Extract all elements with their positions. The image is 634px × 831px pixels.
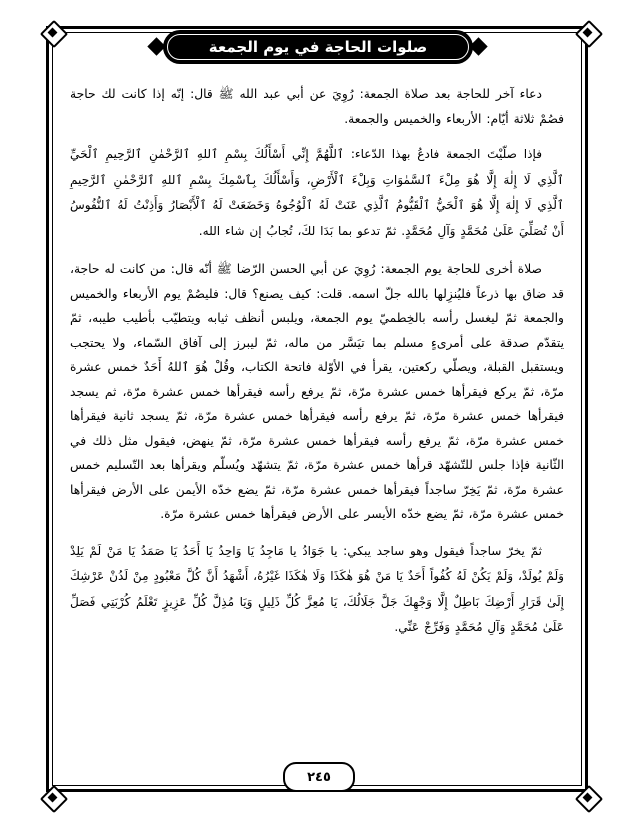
- page-body: [70, 82, 564, 742]
- body-paragraph-1: دعاء آخر للحاجة بعد صلاة الجمعة: رُوِيَ عن أبي عبد الله ﷺ قال: إنّه إذا كانت لك حاجة فصُمْ ثلاثة أيّام: الأربعاء والخميس والجمعة.: [70, 87, 564, 126]
- corner-ornament-bottom-left: [40, 785, 66, 811]
- page-number: ٢٤٥: [307, 769, 331, 785]
- body-paragraph-2: فإذا صلّيْتَ الجمعة فادعُ بهذا الدّعاء: ٱللَّهُمَّ إِنِّي أَسْأَلُكَ بِسْمِ ٱللهِ ٱلرَّحْمٰنِ ٱلرَّحِيمِ ٱلْحَيِّ ٱلَّذِي لَا إِلٰهَ إِلَّا هُوَ مِلْءَ ٱلسَّمٰوَاتِ وَبِلْءَ ٱلْأَرْضِ، وَأَسْأَلُكَ بِٱسْمِكَ بِسْمِ ٱللهِ ٱلرَّحْمٰنِ ٱلرَّحِيمِ ٱلَّذِي لَا إِلٰهَ إِلَّا هُوَ ٱلْحَيُّ ٱلْقَيُّومُ ٱلَّذِي عَنَتْ لَهُ ٱلْوُجُوهُ وَخَضَعَتْ لَهُ ٱلْأَبْصَارُ وَأَذِنْتُ لَهُ ٱلنُّفُوسُ أَنْ تُصَلِّيَ عَلَىٰ مُحَمَّدٍ وَآلِ مُحَمَّدٍ. ثمّ تدعو بما بَدَا لكَ، تُجابُ إن شاء الله.: [70, 147, 564, 238]
- page-title: صلوات الحاجة في يوم الجمعة: [208, 38, 428, 56]
- corner-ornament-top-left: [40, 20, 66, 46]
- body-paragraph-4: ثمّ يخرّ ساجداً فيقول وهو ساجد يبكي: يا جَوَادُ يا مَاجِدُ يَا وَاحِدُ يَا أَحَدُ يَا صَمَدُ يَا مَنْ لَمْ يَلِدْ وَلَمْ يُولَدْ، وَلَمْ يَكُنْ لَهُ كُفُواً أَحَدٌ يَا مَنْ هُوَ هٰكَذَا وَلَا هٰكَذَا غَيْرُهُ، أَشْهَدُ أَنَّ كُلَّ مَعْبُودٍ مِنْ لَدُنْ عَرْشِكَ إِلَىٰ قَرَارِ أَرْضِكَ بَاطِلٌ إِلَّا وَجْهِكَ جَلَّ جَلَالُكَ، يَا مُعِزَّ كُلِّ ذَلِيلٍ وَيَا مُذِلَّ كُلِّ عَزِيزٍ تَعْلَمُ كُرْبَتِي فَصَلِّ عَلَىٰ مُحَمَّدٍ وَآلِ مُحَمَّدٍ وَفَرِّجْ عَنِّي.: [70, 543, 564, 634]
- body-paragraph-3: صلاة أخرى للحاجة يوم الجمعة: رُوِيَ عن أبي الحسن الرّضا ﷺ أنّه قال: من كانت له حاجة، قد ضاق بها ذرعاً فليُنزِلها بالله جلّ اسمه. قلت: كيف يصنع؟ قال: فليصُمْ يوم الأربعاء والخميس والجمعة ثمّ ليغسل رأسه بالخِطميّ يوم الجمعة، ويلبس أنظف ثيابه ويتطيّب بأطيب طيبه، ثمّ يتقدّم صدقة على أمرىءٍ مسلم بما تيَسَّر من ماله، ثمّ ليبرز إلى آفاق السّماء، ولا يحتجب ويستقبل القبلة، ويصلّي ركعتين، يقرأ في الأوّلة فاتحة الكتاب، وقُلْ هُوَ ٱللهُ أَحَدٌ خمس عشرة مرّة، ثمّ يركع فيقرأها خمس عشرة مرّة، ثمّ يرفع رأسه فيقرأها خمس عشرة مرّة، ثم يسجد فيقرأها خمس عشرة مرّة، ثمّ يرفع رأسه فيقرأها خمس عشرة مرّة، ثمّ يسجد ثانية فيقرأها خمس عشرة مرّة، ثمّ يرفع رأسه فيقرأها خمس عشرة مرّة، ثمّ ينهض، فيقول مثل ذلك في الثّانية فإذا جلس للتّشهّد قرأها خمس عشرة مرّة، ثمّ يتشهّد ويُسلّم ويقرأها بعد التّسليم خمس عشرة مرّة، ثمّ يَخِرّ ساجداً فيقرأها خمس عشرة مرّة، ثمّ يضع خدّه الأيمن على الأرض فيقرأها خمس عشرة مرّة، ثمّ يضع خدّه الأيسر على الأرض فيقرأها خمس عشرة مرّة.: [70, 262, 564, 521]
- corner-ornament-bottom-right: [575, 785, 601, 811]
- corner-ornament-top-right: [575, 20, 601, 46]
- page-number-badge: [283, 762, 355, 792]
- chapter-title-banner: [163, 30, 473, 64]
